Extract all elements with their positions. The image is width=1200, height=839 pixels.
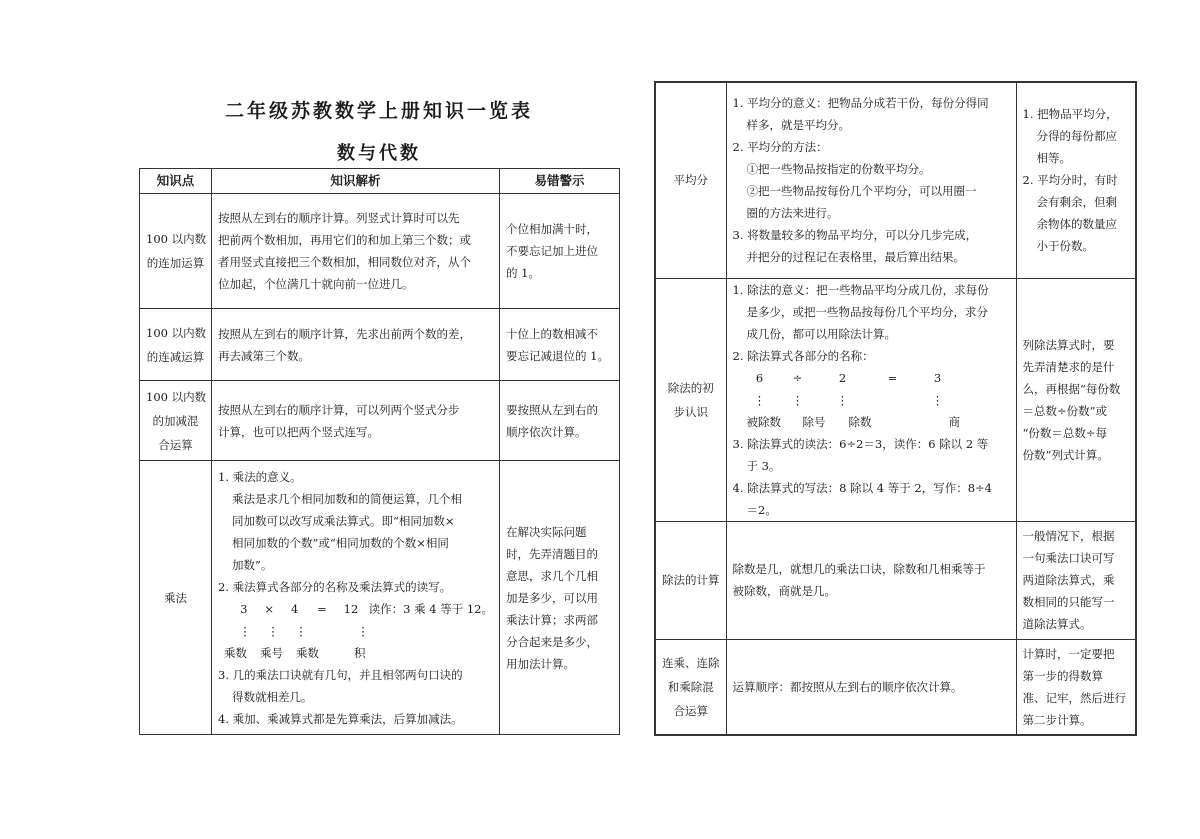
topic-line: 100 以内数 (146, 232, 207, 246)
warning-line: 1. 把物品平均分， (1022, 107, 1118, 122)
topic-line: 和乘除混 (667, 679, 714, 694)
topic-line: 的连加运算 (146, 256, 205, 270)
analysis-cell (726, 521, 1016, 639)
analysis-line: 样多，就是平均分。 (746, 118, 850, 133)
warning-cell (1016, 521, 1136, 639)
topic-line: 100 以内数 (146, 389, 207, 404)
warning-line: 计算时，一定要把 (1022, 646, 1115, 661)
warning-line: 不要忘记加上进位 (506, 244, 598, 258)
topic-cell (655, 278, 726, 521)
formula-dots (218, 620, 493, 642)
analysis-line: 按照从左到右的顺序计算。列竖式计算时可以先 (218, 211, 460, 225)
division-formula (733, 367, 1010, 389)
warning-line: 在解决实际问题 (506, 524, 587, 539)
analysis-line: 相同加数的个数”或“相同加数的个数×相同 (232, 535, 449, 550)
warning-line: 列除法算式时，要 (1022, 337, 1115, 352)
formula-part-names (733, 411, 1010, 433)
dots-glyph: ⋮ (791, 392, 804, 407)
warning-line: 先弄清楚求的是什 (1022, 359, 1115, 374)
analysis-cell (212, 461, 500, 735)
table-row (655, 82, 1136, 278)
analysis-cell (212, 381, 500, 461)
warning-line: 加是多少，可以用 (506, 590, 598, 605)
warning-line: 乘法计算；求两部 (506, 612, 598, 627)
warning-line: 数相同的只能写一 (1022, 595, 1115, 609)
analysis-line: 4. 除法算式的写法：8 除以 4 等于 2，写作：8÷4 (732, 480, 992, 495)
warning-line: 的 1。 (506, 266, 540, 280)
formula-factor: 3 (240, 601, 248, 616)
topic-cell: 平均分 (655, 82, 726, 278)
analysis-line: 圈的方法来进行。 (746, 206, 839, 221)
warning-line: 两道除法算式，乘 (1022, 573, 1115, 587)
analysis-line: 2. 平均分的方法： (732, 140, 828, 155)
warning-line: 第一步的得数算 (1022, 668, 1103, 683)
analysis-cell (212, 309, 500, 381)
formula-dividend: 6 (755, 370, 764, 385)
topic-cell (140, 194, 212, 309)
warning-cell (500, 381, 620, 461)
analysis-line: 再去减第三个数。 (218, 348, 310, 363)
warning-line: 顺序依次计算。 (506, 424, 587, 439)
warning-line: “份数＝总数÷每 (1022, 425, 1108, 440)
analysis-line: 4. 乘加、乘减算式都是先算乘法，后算加减法。 (218, 711, 463, 726)
table-row (140, 381, 620, 461)
warning-cell (500, 194, 620, 309)
warning-line: 余物体的数量应 (1036, 217, 1117, 232)
analysis-line: 按照从左到右的顺序计算，可以列两个竖式分步 (218, 402, 460, 417)
analysis-cell: 运算顺序：都按照从左到右的顺序依次计算。 (726, 639, 1016, 735)
topic-line: 除法的初 (667, 380, 714, 395)
analysis-line: 者用竖式直接把三个数相加，相同数位对齐，从个 (218, 255, 471, 269)
dots-glyph: ⋮ (753, 392, 766, 407)
warning-cell (500, 461, 620, 735)
formula-reading: 读作：3 乘 4 等于 12。 (368, 601, 493, 616)
formula-operator: ÷ (792, 370, 803, 385)
analysis-line: 把前两个数相加，再用它们的和加上第三个数；或 (218, 233, 471, 247)
warning-cell (500, 309, 620, 381)
warning-line: 分得的每份都应 (1036, 129, 1117, 144)
warning-line: 一般情况下，根据 (1022, 529, 1115, 543)
warning-line: 个位相加满十时， (506, 222, 598, 236)
warning-cell (1016, 82, 1136, 278)
analysis-line: 按照从左到右的顺序计算，先求出前两个数的差， (218, 326, 471, 341)
warning-line: 意思，求几个几相 (506, 568, 598, 583)
table-row (140, 309, 620, 381)
dots-glyph: ⋮ (267, 623, 279, 638)
topic-line: 的连减运算 (146, 349, 205, 364)
analysis-line: 除数是几，就想几的乘法口诀，除数和几相乘等于 (732, 562, 986, 576)
analysis-line: 2. 除法算式各部分的名称： (732, 348, 874, 363)
warning-cell (1016, 278, 1136, 521)
part-name: 乘数 (224, 645, 247, 660)
topic-cell (140, 381, 212, 461)
part-name: 除号 (802, 414, 826, 429)
topic-line: 步认识 (673, 404, 708, 419)
analysis-line: 3. 几的乘法口诀就有几句，并且相邻两句口诀的 (218, 667, 463, 682)
analysis-line: 是多少，或把一些物品按每份几个平均分，求分 (746, 304, 988, 319)
formula-product: 12 (343, 601, 359, 616)
dots-glyph: ⋮ (357, 623, 369, 638)
formula-equals: = (887, 370, 898, 385)
table-header-row (140, 169, 620, 194)
topic-cell (140, 309, 212, 381)
warning-line: ＝总数÷份数”或 (1022, 403, 1108, 418)
analysis-line: 乘法是求几个相同加数和的简便运算，几个相 (232, 491, 462, 506)
analysis-line: 3. 除法算式的读法：6÷2＝3，读作：6 除以 2 等 (732, 436, 989, 451)
dots-glyph: ⋮ (295, 623, 307, 638)
table-row (140, 194, 620, 309)
topic-cell: 乘法 (140, 461, 212, 735)
part-name: 乘数 (296, 645, 319, 660)
part-name: 商 (948, 414, 960, 429)
table-row (655, 639, 1136, 735)
analysis-line: 1. 乘法的意义。 (218, 469, 302, 484)
analysis-line: 并把分的过程记在表格里，最后算出结果。 (746, 250, 965, 265)
analysis-line: ②把一些物品按每份几个平均分，可以用圈一 (746, 184, 977, 199)
warning-line: 时，先弄清题目的 (506, 546, 598, 561)
formula-divisor: 2 (838, 370, 847, 385)
knowledge-table-left (139, 168, 620, 735)
table-row (655, 521, 1136, 639)
formula-dots (733, 389, 1010, 411)
topic-cell (655, 639, 726, 735)
header-analysis: 知识解析 (212, 169, 500, 194)
analysis-line: 被除数，商就是几。 (732, 584, 836, 598)
warning-line: 小于份数。 (1036, 239, 1094, 254)
analysis-line: 位加起，个位满几十就向前一位进几。 (218, 277, 414, 291)
formula-part-names (218, 642, 493, 664)
formula-quotient: 3 (933, 370, 942, 385)
header-topic: 知识点 (140, 169, 212, 194)
warning-line: 十位上的数相减不 (506, 326, 598, 341)
part-name: 乘号 (260, 645, 283, 660)
section-title: 数与代数 (337, 143, 421, 164)
analysis-line: 得数就相差几。 (232, 689, 313, 704)
topic-cell: 除法的计算 (655, 521, 726, 639)
analysis-line: 于 3。 (746, 458, 781, 473)
formula-operator: × (264, 601, 275, 616)
warning-line: 一句乘法口诀可写 (1022, 551, 1115, 565)
analysis-line: 加数”。 (232, 557, 273, 572)
part-name: 除数 (848, 414, 872, 429)
analysis-line: 成几份，都可以用除法计算。 (746, 326, 896, 341)
analysis-line: 同加数可以改写成乘法算式。即“相同加数× (232, 513, 455, 528)
dots-glyph: ⋮ (239, 623, 251, 638)
analysis-line: 1. 平均分的意义：把物品分成若干份，每份分得同 (732, 96, 989, 111)
warning-cell (1016, 639, 1136, 735)
knowledge-table-right (654, 81, 1137, 736)
topic-line: 合运算 (158, 437, 193, 452)
part-name: 被除数 (746, 414, 781, 429)
topic-line: 合运算 (673, 703, 708, 718)
table-row (655, 278, 1136, 521)
dots-glyph: ⋮ (931, 392, 944, 407)
warning-line: 要按照从左到右的 (506, 402, 598, 417)
warning-line: 用加法计算。 (506, 656, 575, 671)
warning-line: 2. 平均分时，有时 (1022, 173, 1118, 188)
warning-line: 会有剩余，但剩 (1036, 195, 1117, 210)
warning-line: 要忘记减退位的 1。 (506, 348, 609, 363)
warning-line: 准、记牢，然后进行 (1022, 690, 1126, 705)
warning-line: 分合起来是多少， (506, 634, 598, 649)
analysis-cell (726, 82, 1016, 278)
topic-line: 连乘、连除 (662, 655, 720, 670)
analysis-line: 计算，也可以把两个竖式连写。 (218, 424, 379, 439)
table-row (140, 461, 620, 735)
dots-glyph: ⋮ (836, 392, 849, 407)
warning-line: 么，再根据“每份数 (1022, 381, 1121, 396)
formula-equals: = (317, 601, 327, 616)
warning-line: 份数”列式计算。 (1022, 447, 1109, 462)
topic-line: 100 以内数 (146, 325, 207, 340)
analysis-line: 2. 乘法算式各部分的名称及乘法算式的读写。 (218, 579, 452, 594)
warning-line: 第二步计算。 (1022, 712, 1092, 727)
header-warning: 易错警示 (500, 169, 620, 194)
analysis-line: ＝2。 (746, 502, 777, 517)
analysis-line: 1. 除法的意义：把一些物品平均分成几份，求每份 (732, 282, 989, 297)
page-title: 二年级苏教数学上册知识一览表 (224, 100, 533, 122)
analysis-line: ①把一些物品按指定的份数平均分。 (746, 162, 931, 177)
analysis-line: 3. 将数量较多的物品平均分，可以分几步完成， (732, 228, 978, 243)
analysis-cell (212, 194, 500, 309)
warning-line: 道除法算式。 (1022, 617, 1092, 631)
formula-factor: 4 (291, 601, 299, 616)
part-name: 积 (354, 645, 366, 660)
warning-line: 相等。 (1036, 151, 1071, 166)
topic-line: 的加减混 (152, 413, 199, 428)
analysis-cell (726, 278, 1016, 521)
multiplication-formula (218, 598, 493, 620)
